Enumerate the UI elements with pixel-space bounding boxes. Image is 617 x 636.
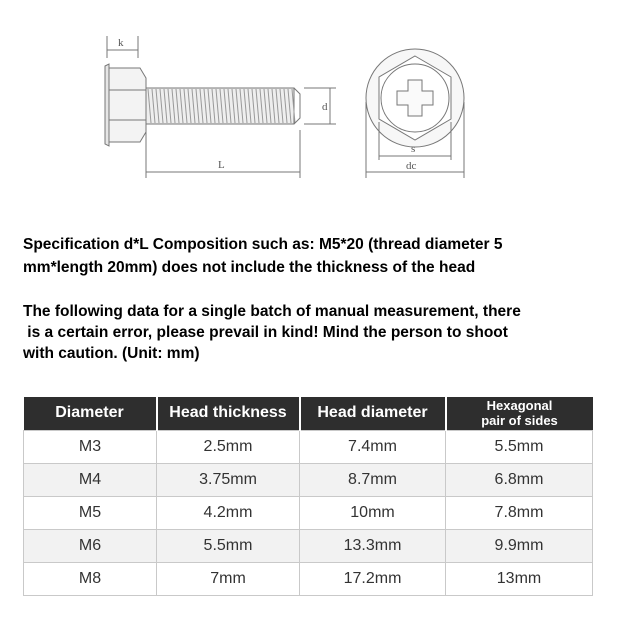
- cell-head-thickness: 5.5mm: [157, 529, 300, 562]
- cell-hex-sides: 7.8mm: [446, 496, 593, 529]
- dim-label-L: L: [218, 159, 225, 171]
- cell-diameter: M6: [24, 529, 157, 562]
- dim-label-dc: dc: [406, 160, 417, 172]
- cell-hex-sides: 9.9mm: [446, 529, 593, 562]
- header-diameter: Diameter: [24, 397, 157, 430]
- cell-head-thickness: 4.2mm: [157, 496, 300, 529]
- cell-hex-sides: 6.8mm: [446, 463, 593, 496]
- cell-hex-sides: 13mm: [446, 562, 593, 595]
- header-hex-line-2: pair of sides: [481, 413, 558, 429]
- screw-technical-drawing: [90, 30, 490, 190]
- header-hexagonal-pair-of-sides: [446, 397, 593, 430]
- cell-diameter: M8: [24, 562, 157, 595]
- cell-head-thickness: 7mm: [157, 562, 300, 595]
- measurement-note: [23, 301, 603, 364]
- table-row: [24, 529, 593, 562]
- dim-label-k: k: [118, 37, 124, 49]
- note-line-1: The following data for a single batch of manual measurement, there: [23, 303, 521, 320]
- cell-diameter: M3: [24, 430, 157, 463]
- dim-label-s: s: [411, 143, 416, 155]
- table-row: [24, 430, 593, 463]
- cell-head-thickness: 3.75mm: [157, 463, 300, 496]
- header-head-thickness: Head thickness: [157, 397, 300, 430]
- dim-label-d: d: [322, 101, 328, 113]
- specification-text: [23, 233, 603, 279]
- cell-head-diameter: 7.4mm: [300, 430, 446, 463]
- cell-head-diameter: 8.7mm: [300, 463, 446, 496]
- cell-head-thickness: 2.5mm: [157, 430, 300, 463]
- cell-hex-sides: 5.5mm: [446, 430, 593, 463]
- cell-head-diameter: 17.2mm: [300, 562, 446, 595]
- specification-line-2: mm*length 20mm) does not include the thickness of the head: [23, 259, 476, 276]
- size-table: [23, 397, 593, 596]
- header-head-diameter: Head diameter: [300, 397, 446, 430]
- table-row: [24, 463, 593, 496]
- table-header-row: [24, 397, 593, 430]
- specification-line-1: Specification d*L Composition such as: M5*20 (thread diameter 5: [23, 236, 503, 253]
- note-line-3: with caution. (Unit: mm): [23, 345, 200, 362]
- note-line-2: is a certain error, please prevail in kind! Mind the person to shoot: [23, 324, 508, 341]
- cell-head-diameter: 13.3mm: [300, 529, 446, 562]
- header-hex-line-1: Hexagonal: [486, 398, 553, 414]
- table-row: [24, 562, 593, 595]
- cell-diameter: M5: [24, 496, 157, 529]
- table-row: [24, 496, 593, 529]
- cell-head-diameter: 10mm: [300, 496, 446, 529]
- cell-diameter: M4: [24, 463, 157, 496]
